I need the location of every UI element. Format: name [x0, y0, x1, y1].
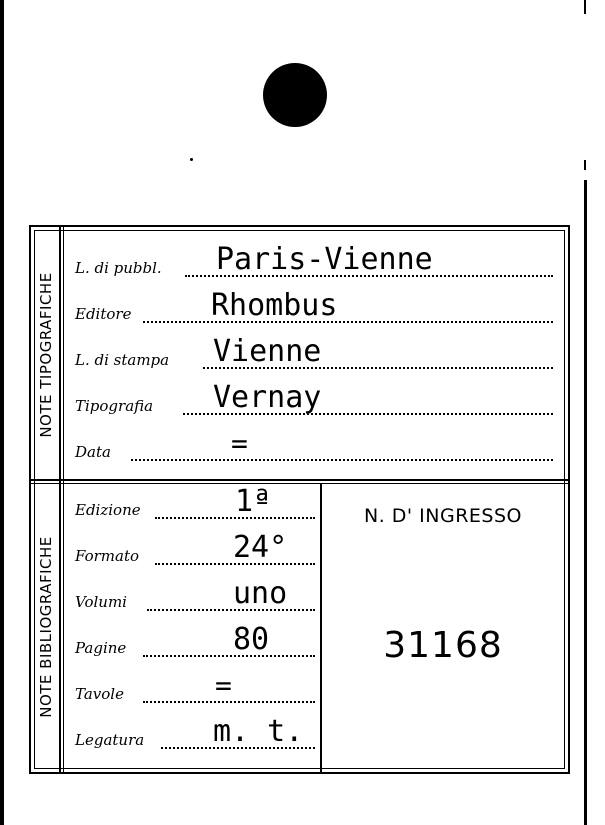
field-label: Pagine — [75, 639, 129, 657]
speck — [190, 158, 193, 161]
field-value: = — [215, 669, 232, 702]
field-value: Paris-Vienne — [216, 242, 433, 277]
card-left-edge — [0, 0, 4, 825]
field-label: Legatura — [75, 731, 147, 749]
card-right-edge — [584, 180, 587, 825]
field-label: Tipografia — [75, 397, 156, 415]
field-label: L. di pubbl. — [75, 259, 165, 277]
field-value: Vernay — [213, 380, 322, 415]
field-editore — [75, 288, 553, 327]
field-formato — [75, 530, 315, 569]
field-pagine — [75, 622, 315, 661]
field-value: = — [231, 427, 248, 460]
field-value: 80 — [233, 622, 270, 657]
field-label: Editore — [75, 305, 134, 323]
catalog-card-form — [29, 225, 570, 774]
field-label: Tavole — [75, 685, 127, 703]
sidebar-divider-inner — [63, 227, 64, 772]
field-label: Data — [75, 443, 114, 461]
field-value: 24° — [233, 530, 288, 565]
dotted-line — [143, 654, 315, 657]
field-luogo-pubblicazione — [75, 242, 553, 281]
dotted-line — [147, 608, 315, 611]
section-label-tipografiche: NOTE TIPOGRAFICHE — [37, 272, 55, 438]
edge-mark — [584, 160, 586, 170]
field-volumi — [75, 576, 315, 615]
dotted-line — [143, 320, 553, 323]
field-edizione — [75, 484, 315, 523]
ingresso-title: N. D' INGRESSO — [363, 505, 522, 527]
edge-mark — [584, 0, 586, 14]
sidebar-divider — [59, 227, 61, 772]
field-tipografia — [75, 380, 553, 419]
section-label-bibliografiche: NOTE BIBLIOGRAFICHE — [37, 536, 55, 718]
field-value: uno — [233, 576, 288, 611]
field-value: Rhombus — [211, 288, 338, 323]
field-label: Edizione — [75, 501, 144, 519]
field-label: Volumi — [75, 593, 130, 611]
field-value: m. t. — [213, 714, 304, 749]
field-tavole — [75, 669, 315, 707]
ingresso-number: 31168 — [383, 625, 503, 666]
field-legatura — [75, 714, 315, 753]
field-data — [75, 427, 553, 465]
section-divider — [31, 479, 568, 481]
field-luogo-stampa — [75, 334, 553, 373]
field-label: Formato — [75, 547, 142, 565]
field-value: Vienne — [213, 334, 322, 369]
field-value: 1ª — [235, 484, 272, 519]
dotted-line — [131, 458, 553, 461]
section-divider-inner — [31, 483, 568, 484]
field-label: L. di stampa — [75, 351, 172, 369]
punch-hole — [263, 63, 327, 127]
